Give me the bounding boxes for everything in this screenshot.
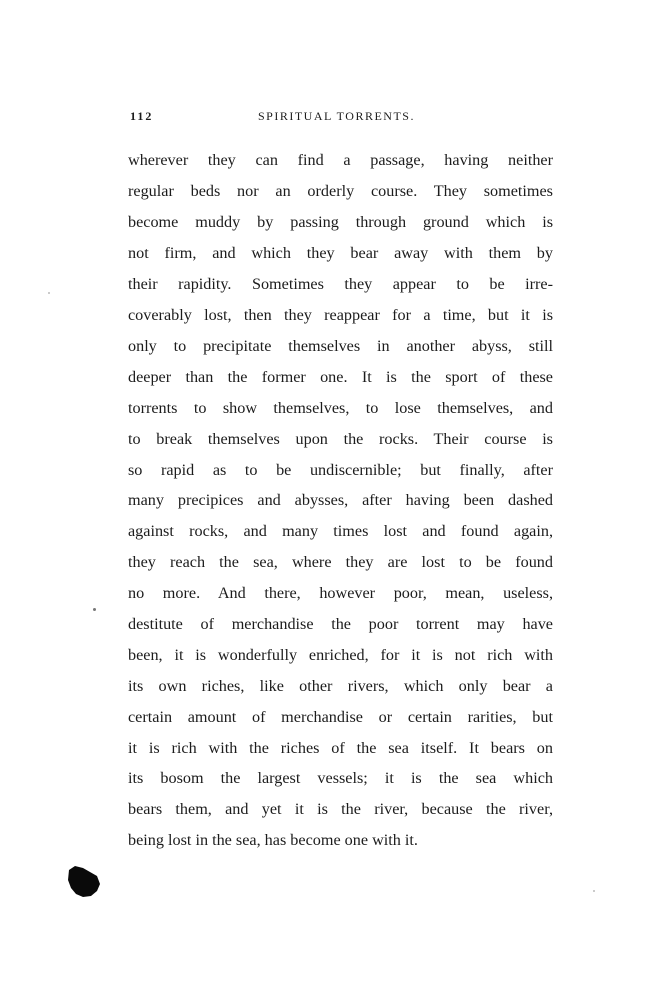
body-line: its bosom the largest vessels; it is the sea which: [128, 769, 553, 787]
body-line: it is rich with the riches of the sea itself. It bears on: [128, 739, 553, 757]
body-line: been, it is wonderfully enriched, for it is not rich with: [128, 646, 553, 664]
page-number: 112: [130, 109, 154, 123]
body-line: many precipices and abysses, after having been dashed: [128, 491, 553, 509]
body-line: its own riches, like other rivers, which only bear a: [128, 677, 553, 695]
body-line: regular beds nor an orderly course. They sometimes: [128, 182, 553, 200]
body-line: their rapidity. Sometimes they appear to be irre-: [128, 275, 553, 293]
body-line: not firm, and which they bear away with them by: [128, 244, 553, 262]
scan-speck: [48, 292, 50, 294]
body-line: wherever they can find a passage, having neither: [128, 151, 553, 169]
body-line: only to precipitate themselves in another abyss, still: [128, 337, 553, 355]
body-line: they reach the sea, where they are lost to be found: [128, 553, 553, 571]
body-line: no more. And there, however poor, mean, useless,: [128, 584, 553, 602]
scan-speck: [593, 890, 595, 892]
body-line: become muddy by passing through ground which is: [128, 213, 553, 231]
body-line: destitute of merchandise the poor torrent may have: [128, 615, 553, 633]
scan-speck: [93, 608, 96, 611]
body-line: being lost in the sea, has become one with it.: [128, 831, 418, 849]
body-line: bears them, and yet it is the river, because the river,: [128, 800, 553, 818]
ink-blot: [66, 864, 102, 898]
running-head: SPIRITUAL TORRENTS.: [258, 109, 415, 123]
body-line: deeper than the former one. It is the sport of these: [128, 368, 553, 386]
body-line: certain amount of merchandise or certain rarities, but: [128, 708, 553, 726]
body-line: to break themselves upon the rocks. Their course is: [128, 430, 553, 448]
body-line: so rapid as to be undiscernible; but finally, after: [128, 461, 553, 479]
body-line: coverably lost, then they reappear for a time, but it is: [128, 306, 553, 324]
body-line: torrents to show themselves, to lose themselves, and: [128, 399, 553, 417]
body-line: against rocks, and many times lost and found again,: [128, 522, 553, 540]
